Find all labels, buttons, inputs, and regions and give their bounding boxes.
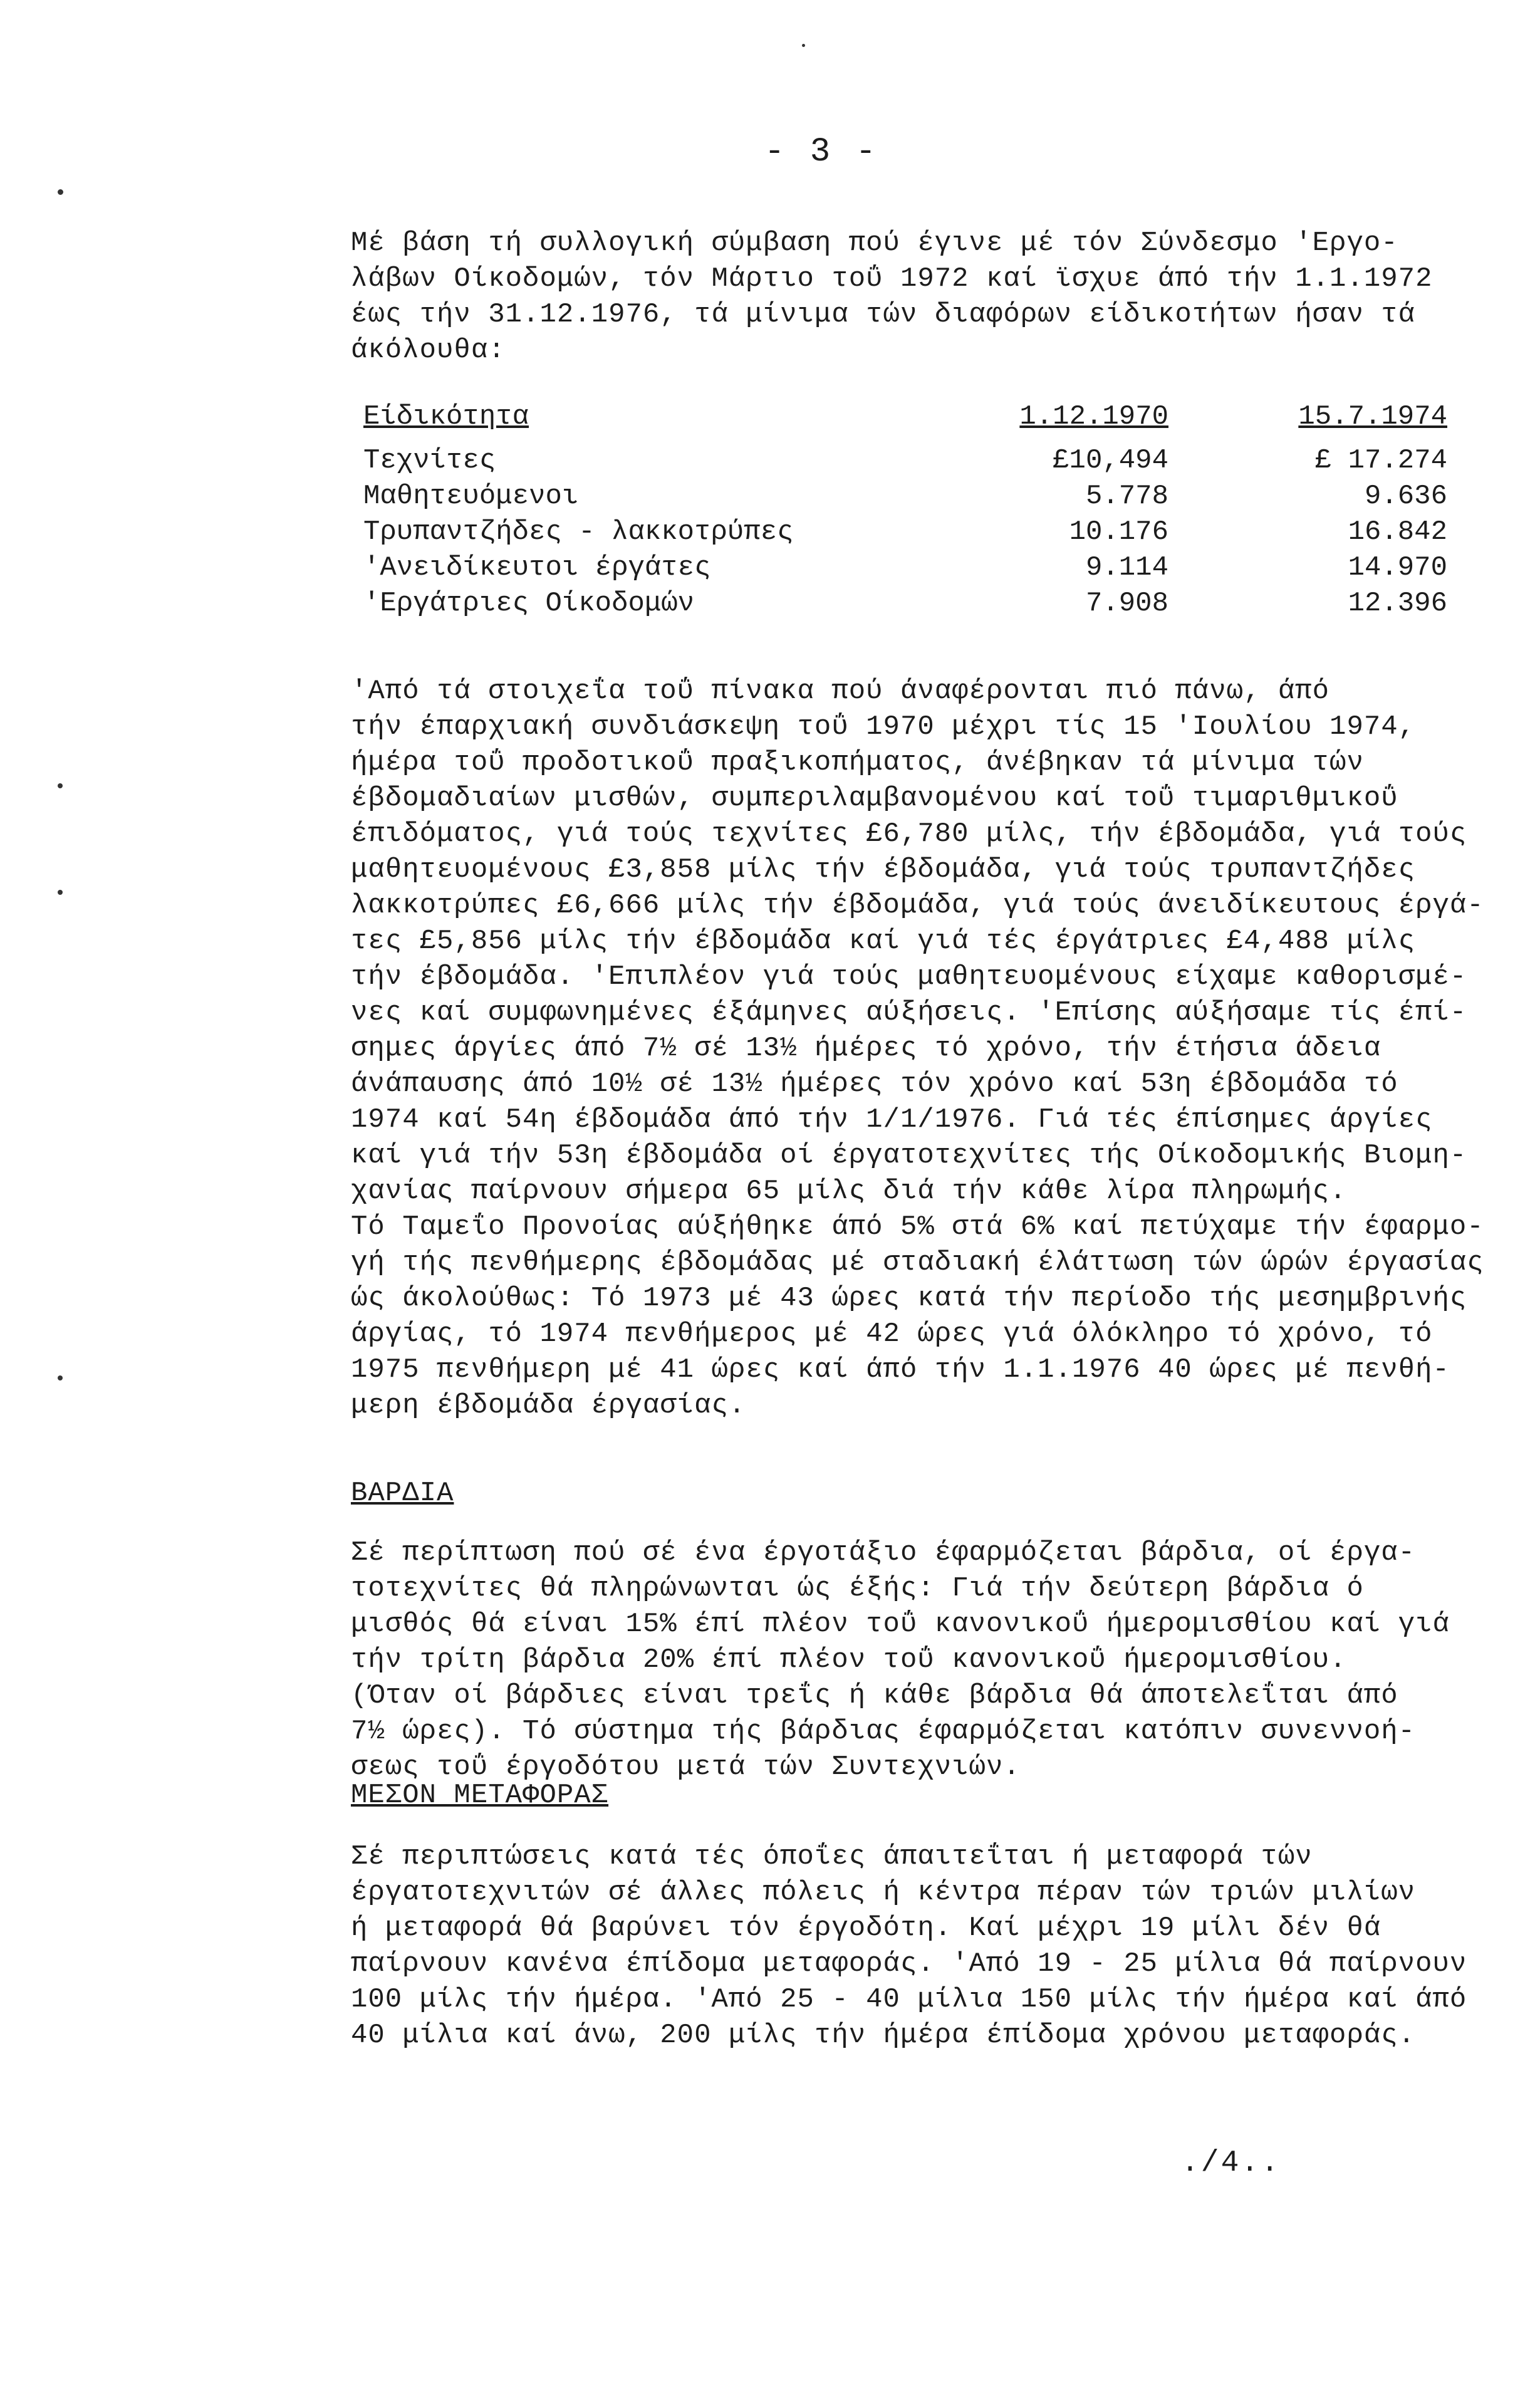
intro-paragraph: Μέ βάση τή συλλογική σύμβαση πού έγινε μέ τόν Σύνδεσμο 'Εργο- λάβων Οίκοδομών, τόν Μάρτιο τοΰ 1972 καί ϊσχυε άπό τήν 1.1.1972 έως τήν 31.12.1976, τά μίνιμα τών διαφόρων είδικοτήτων ήσαν τά άκόλουθα: — [351, 227, 1433, 366]
table-cell-wage-1974: 14.970 — [1348, 552, 1447, 583]
table-cell-wage-1970: 9.114 — [1085, 552, 1168, 583]
table-header-specialty: Είδικότητα — [363, 401, 529, 432]
table-cell-specialty: Τεχνίτες — [363, 445, 496, 476]
scan-speck — [58, 890, 63, 895]
scan-speck — [58, 1375, 63, 1380]
wage-table — [363, 401, 1447, 624]
scan-speck — [58, 783, 63, 788]
table-cell-specialty: 'Ανειδίκευτοι έργάτες — [363, 552, 711, 583]
table-cell-wage-1970: 7.908 — [1085, 588, 1168, 619]
table-row — [363, 552, 1447, 588]
table-cell-wage-1970: £10,494 — [1053, 445, 1168, 476]
table-cell-wage-1974: 16.842 — [1348, 516, 1447, 548]
section-heading-transport: ΜΕΣΟΝ ΜΕΤΑΦΟΡΑΣ — [351, 1780, 609, 1811]
table-cell-wage-1970: 10.176 — [1069, 516, 1168, 548]
table-row — [363, 516, 1447, 552]
table-row — [363, 481, 1447, 516]
table-cell-specialty: Τρυπαντζήδες - λακκοτρύπες — [363, 516, 794, 548]
table-cell-specialty: Μαθητευόμενοι — [363, 481, 579, 512]
table-cell-wage-1974: 9.636 — [1364, 481, 1447, 512]
table-row — [363, 588, 1447, 624]
table-row — [363, 445, 1447, 481]
table-cell-specialty: 'Εργάτριες Οίκοδομών — [363, 588, 695, 619]
table-header-date-1974: 15.7.1974 — [1298, 401, 1447, 432]
scan-speck — [58, 189, 63, 195]
table-cell-wage-1974: £ 17.274 — [1314, 445, 1447, 476]
continuation-marker: ./4.. — [1181, 2146, 1281, 2180]
wage-increase-paragraph: 'Από τά στοιχεΐα τοΰ πίνακα πού άναφέρονται πιό πάνω, άπό τήν έπαρχιακή συνδιάσκεψη τοΰ 1970 μέχρι τίς 15 'Ιουλίου 1974, ήμέρα τοΰ προδοτικοΰ πραξικοπήματος, άνέβηκαν τά μίνιμα τών έβδομαδιαίων μισθών, συμπεριλαμβανομένου καί τοΰ τιμαριθμικοΰ έπιδόματος, γιά τούς τεχνίτες £6,780 μίλς, τήν έβδομάδα, γιά τούς μαθητευομένους £3,858 μίλς τήν έβδομάδα, γιά τούς τρυπαντζήδες λακκοτρύπες £6,666 μίλς τήν έβδομάδα, γιά τούς άνειδίκευτους έργά- τες £5,856 μίλς τήν έβδομάδα καί γιά τές έργάτριες £4,488 μίλς τήν έβδομάδα. 'Επιπλέον γιά τούς μαθητευομένους είχαμε καθορισμέ- νες καί συμφωνημένες έξάμηνες αύξήσεις. 'Επίσης αύξήσαμε τίς έπί- σημες άργίες άπό 7½ σέ 13½ ήμέρες τό χρόνο, τήν έτήσια άδεια άνάπαυσης άπό 10½ σέ 13½ ήμέρες τόν χρόνο καί 53η έβδομάδα τό 1974 καί 54η έβδομάδα άπό τήν 1/1/1976. Γιά τές έπίσημες άργίες καί γιά τήν 53η έβδομάδα οί έργατοτεχνίτες τής Οίκοδομικής Βιομη- χανίας παίρνουν σήμερα 65 μίλς διά τήν κάθε λίρα πληρωμής. Τό Ταμεΐο Προνοίας αύξήθηκε άπό 5% στά 6% καί πετύχαμε τήν έφαρμο- γή τής πενθήμερης έβδομάδας μέ σταδιακή έλάττωση τών ώρών έργασίας ώς άκολούθως: Τό 1973 μέ 43 ώρες κατά τήν περίοδο τής μεσημβρινής άργίας, τό 1974 πενθήμερος μέ 42 ώρες γιά όλόκληρο τό χρόνο, τό 1975 πενθήμερη μέ 41 ώρες καί άπό τήν 1.1.1976 40 ώρες μέ πενθή- μερη έβδομάδα έργασίας. — [351, 676, 1484, 1421]
table-cell-wage-1970: 5.778 — [1085, 481, 1168, 512]
scan-speck — [802, 44, 805, 47]
section-heading-shift: ΒΑΡΔΙΑ — [351, 1478, 454, 1509]
table-cell-wage-1974: 12.396 — [1348, 588, 1447, 619]
page-number: - 3 - — [764, 133, 879, 171]
table-header-row — [363, 401, 1447, 445]
transport-paragraph: Σέ περιπτώσεις κατά τές όποΐες άπαιτεΐται ή μεταφορά τών έργατοτεχνιτών σέ άλλες πόλεις ή κέντρα πέραν τών τριών μιλίων ή μεταφορά θά βαρύνει τόν έργοδότη. Καί μέχρι 19 μίλι δέν θά παίρνουν κανένα έπίδομα μεταφοράς. 'Από 19 - 25 μίλια θά παίρνουν 100 μίλς τήν ήμέρα. 'Από 25 - 40 μίλια 150 μίλς τήν ήμέρα καί άπό 40 μίλια καί άνω, 200 μίλς τήν ήμέρα έπίδομα χρόνου μεταφοράς. — [351, 1841, 1467, 2051]
shift-paragraph: Σέ περίπτωση πού σέ ένα έργοτάξιο έφαρμόζεται βάρδια, οί έργα- τοτεχνίτες θά πληρώνωνται ώς έξής: Γιά τήν δεύτερη βάρδια ό μισθός θά είναι 15% έπί πλέον τοΰ κανονικοΰ ήμερομισθίου καί γιά τήν τρίτη βάρδια 20% έπί πλέον τοΰ κανονικοΰ ήμερομισθίου. (Όταν οί βάρδιες είναι τρεΐς ή κάθε βάρδια θά άποτελεΐται άπό 7½ ώρες). Τό σύστημα τής βάρδιας έφαρμόζεται κατόπιν συνεννοή- σεως τοΰ έργοδότου μετά τών Συντεχνιών. — [351, 1537, 1450, 1783]
table-header-date-1970: 1.12.1970 — [1019, 401, 1168, 432]
